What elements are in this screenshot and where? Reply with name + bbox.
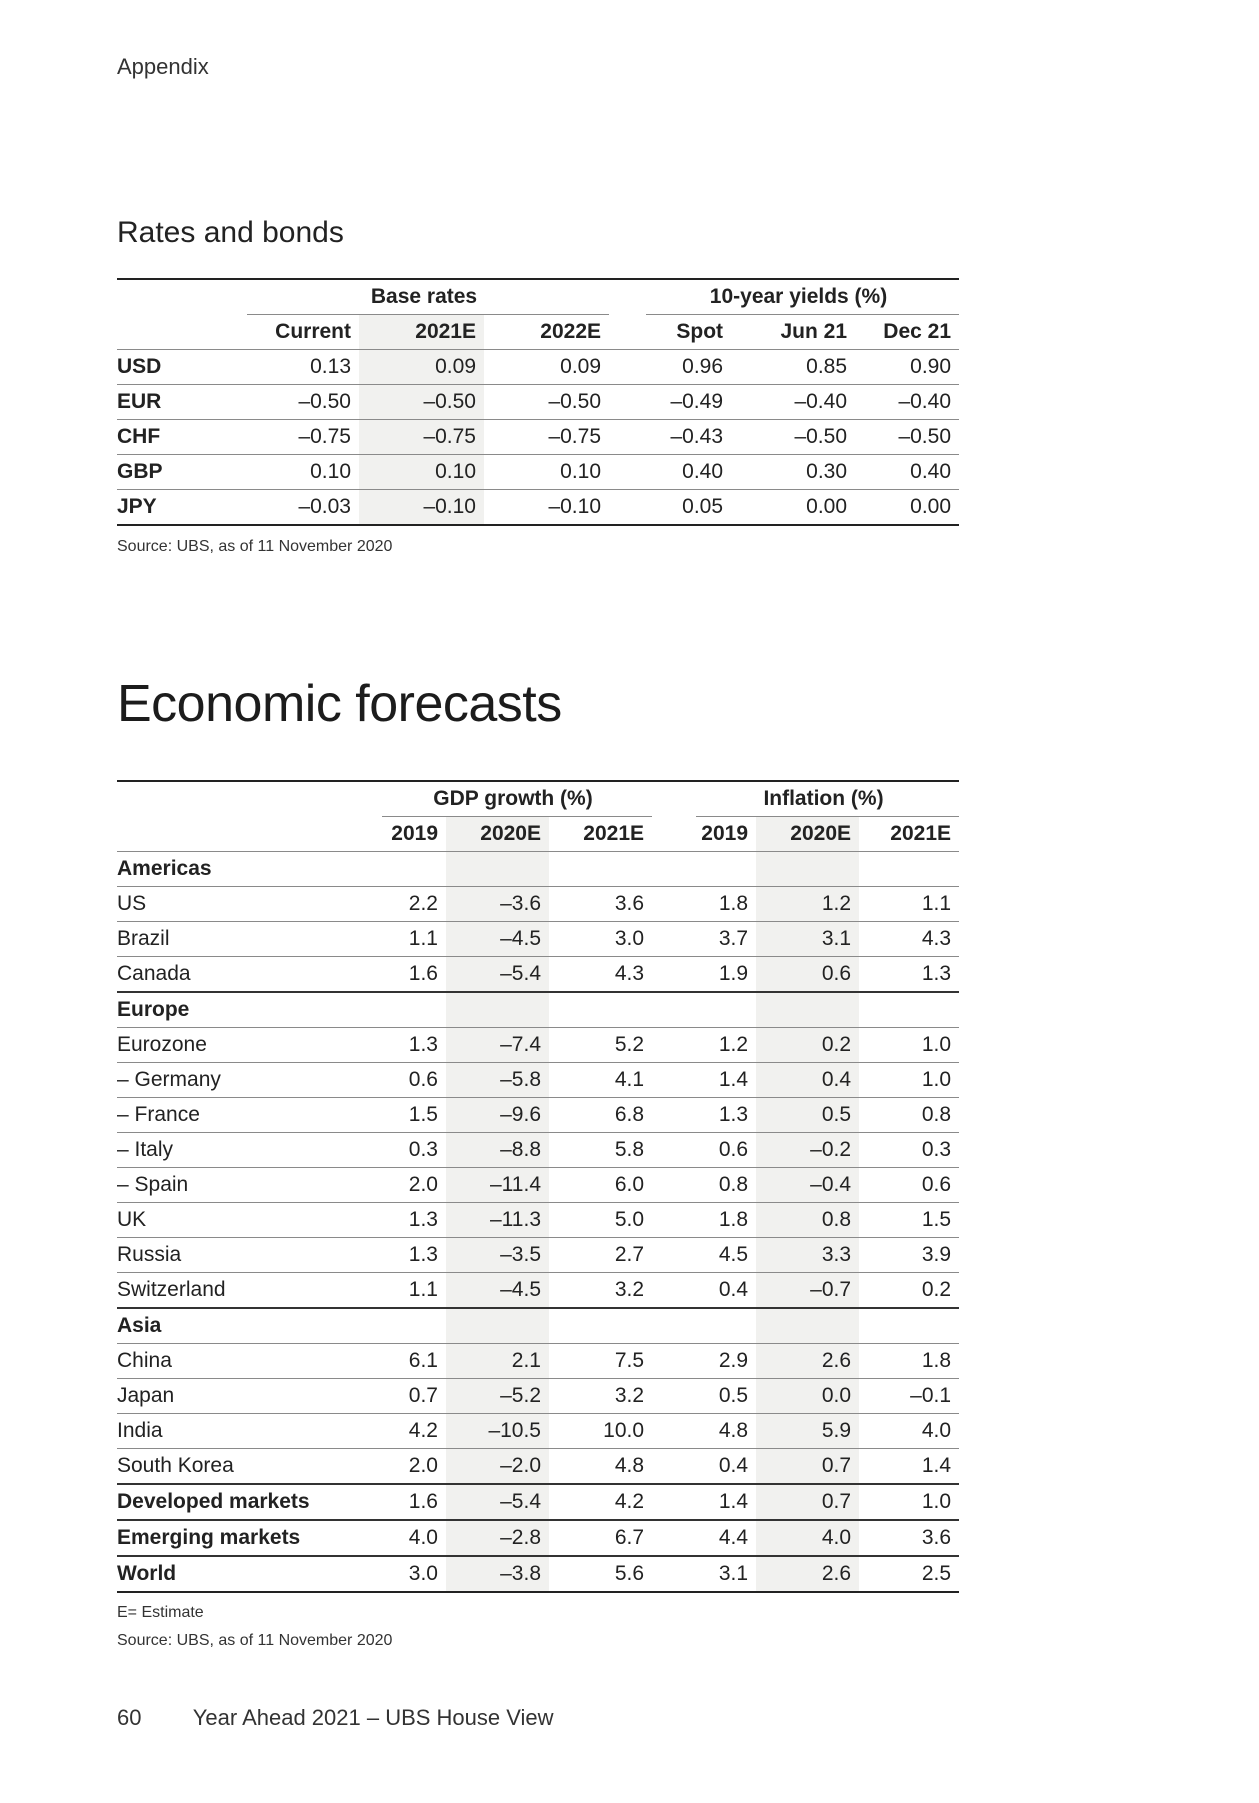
row-label: Switzerland [117, 1273, 382, 1309]
table-cell: 0.00 [855, 490, 959, 526]
table-cell: 4.8 [696, 1414, 756, 1449]
table-cell: 1.2 [696, 1028, 756, 1063]
table-cell: –2.8 [446, 1520, 549, 1556]
column-gap [652, 887, 696, 922]
table-cell: 2.2 [382, 887, 446, 922]
table-cell [446, 992, 549, 1028]
table-cell: 2.0 [382, 1449, 446, 1485]
table-cell: 2.1 [446, 1344, 549, 1379]
column-gap [652, 1028, 696, 1063]
table-cell [549, 852, 652, 887]
table-cell: –3.5 [446, 1238, 549, 1273]
table-row [117, 887, 959, 922]
economic-source: Source: UBS, as of 11 November 2020 [117, 1632, 393, 1649]
row-label: – Germany [117, 1063, 382, 1098]
table-cell: 0.3 [382, 1133, 446, 1168]
table-cell: 0.09 [359, 350, 484, 385]
table-cell: 0.8 [859, 1098, 959, 1133]
table-cell [756, 852, 859, 887]
table-cell [859, 852, 959, 887]
row-label: Canada [117, 957, 382, 993]
table-cell: 4.0 [756, 1520, 859, 1556]
table-cell [549, 1308, 652, 1344]
table-cell: 0.7 [756, 1484, 859, 1520]
table-cell: 0.40 [646, 455, 731, 490]
table-cell: 3.0 [549, 922, 652, 957]
table-cell: 1.6 [382, 957, 446, 993]
table-cell: 1.5 [859, 1203, 959, 1238]
table-cell: –0.49 [646, 385, 731, 420]
row-label: US [117, 887, 382, 922]
table-cell [696, 852, 756, 887]
table-cell: 1.8 [696, 1203, 756, 1238]
table-cell: 0.8 [696, 1168, 756, 1203]
column-gap [652, 852, 696, 887]
table-cell: –0.50 [247, 385, 359, 420]
table-cell: 1.0 [859, 1063, 959, 1098]
table-cell: 1.9 [696, 957, 756, 993]
table-cell: 0.85 [731, 350, 855, 385]
table-cell [446, 1308, 549, 1344]
row-label: South Korea [117, 1449, 382, 1485]
table-cell: –10.5 [446, 1414, 549, 1449]
table-cell: –0.03 [247, 490, 359, 526]
column-header: 2022E [484, 315, 609, 350]
table-cell: 5.9 [756, 1414, 859, 1449]
table-cell [549, 992, 652, 1028]
table-cell: 5.8 [549, 1133, 652, 1168]
column-header: 2021E [549, 817, 652, 852]
column-gap [652, 1484, 696, 1520]
table-cell: 0.30 [731, 455, 855, 490]
table-cell: 2.7 [549, 1238, 652, 1273]
table-row [117, 957, 959, 993]
table-cell: –5.4 [446, 1484, 549, 1520]
table-cell: 0.8 [756, 1203, 859, 1238]
table-cell: –0.10 [359, 490, 484, 526]
table-cell [696, 1308, 756, 1344]
row-label: Developed markets [117, 1484, 382, 1520]
table-cell: 1.1 [859, 887, 959, 922]
table-cell: 7.5 [549, 1344, 652, 1379]
table-cell: 0.4 [696, 1273, 756, 1309]
column-header: Dec 21 [855, 315, 959, 350]
page-footer [117, 1705, 554, 1731]
table-cell: 4.2 [549, 1484, 652, 1520]
table-cell: 0.5 [756, 1098, 859, 1133]
table-cell [756, 1308, 859, 1344]
table-cell: –0.2 [756, 1133, 859, 1168]
table-cell: 1.0 [859, 1028, 959, 1063]
rates-title: Rates and bonds [117, 216, 344, 249]
table-cell: 5.6 [549, 1556, 652, 1592]
table-cell: 0.09 [484, 350, 609, 385]
table-cell: 4.3 [549, 957, 652, 993]
table-cell: 1.8 [859, 1344, 959, 1379]
table-cell: –0.75 [359, 420, 484, 455]
column-gap [652, 1414, 696, 1449]
row-label: JPY [117, 490, 247, 526]
column-header: Spot [646, 315, 731, 350]
table-row [117, 1556, 959, 1592]
table-cell: 1.2 [756, 887, 859, 922]
table-cell: 1.1 [382, 922, 446, 957]
table-cell: 3.6 [549, 887, 652, 922]
economic-group-gdp: GDP growth (%) [382, 781, 652, 817]
table-cell: 1.4 [696, 1063, 756, 1098]
table-cell: 2.9 [696, 1344, 756, 1379]
column-gap [609, 350, 646, 385]
table-row [117, 1344, 959, 1379]
table-cell: 5.2 [549, 1028, 652, 1063]
table-cell: 1.3 [859, 957, 959, 993]
table-cell: –4.5 [446, 1273, 549, 1309]
column-gap [652, 1098, 696, 1133]
page-number: 60 [117, 1705, 142, 1730]
region-label: Europe [117, 992, 382, 1028]
table-cell: –0.75 [247, 420, 359, 455]
table-row [117, 1414, 959, 1449]
table-cell: 1.0 [859, 1484, 959, 1520]
row-label: Japan [117, 1379, 382, 1414]
table-cell: 0.6 [696, 1133, 756, 1168]
column-header: 2021E [359, 315, 484, 350]
table-cell [382, 992, 446, 1028]
table-cell: 6.7 [549, 1520, 652, 1556]
table-cell: 0.10 [484, 455, 609, 490]
table-cell: 0.10 [247, 455, 359, 490]
column-gap [652, 1520, 696, 1556]
table-cell: 4.3 [859, 922, 959, 957]
table-cell: 4.0 [859, 1414, 959, 1449]
column-gap [652, 1238, 696, 1273]
row-label: – Italy [117, 1133, 382, 1168]
table-cell: –0.7 [756, 1273, 859, 1309]
table-cell: 3.3 [756, 1238, 859, 1273]
table-cell: –5.8 [446, 1063, 549, 1098]
rates-group-yields: 10-year yields (%) [646, 279, 959, 315]
column-gap [652, 1203, 696, 1238]
table-cell: 0.00 [731, 490, 855, 526]
row-label: UK [117, 1203, 382, 1238]
table-cell: 1.4 [859, 1449, 959, 1485]
table-cell: 1.8 [696, 887, 756, 922]
table-row [117, 922, 959, 957]
table-cell: 1.1 [382, 1273, 446, 1309]
table-cell: 3.1 [696, 1556, 756, 1592]
table-cell [382, 852, 446, 887]
row-label: – Spain [117, 1168, 382, 1203]
table-cell: 3.1 [756, 922, 859, 957]
column-header: 2020E [446, 817, 549, 852]
table-cell: 0.6 [756, 957, 859, 993]
table-cell: 4.1 [549, 1063, 652, 1098]
table-cell: 2.0 [382, 1168, 446, 1203]
table-cell: 0.2 [859, 1273, 959, 1309]
table-cell: –0.40 [855, 385, 959, 420]
column-gap [652, 1168, 696, 1203]
column-header: 2020E [756, 817, 859, 852]
column-gap [652, 1063, 696, 1098]
row-label: EUR [117, 385, 247, 420]
row-label: World [117, 1556, 382, 1592]
table-cell: –0.50 [359, 385, 484, 420]
rates-table [117, 278, 959, 526]
table-cell: 6.0 [549, 1168, 652, 1203]
table-row [117, 1238, 959, 1273]
column-header: 2021E [859, 817, 959, 852]
table-cell: –0.75 [484, 420, 609, 455]
table-cell: 4.4 [696, 1520, 756, 1556]
column-gap [652, 1449, 696, 1485]
table-cell: 3.0 [382, 1556, 446, 1592]
table-cell: 0.6 [382, 1063, 446, 1098]
economic-group-inflation: Inflation (%) [696, 781, 959, 817]
table-cell: –7.4 [446, 1028, 549, 1063]
column-gap [652, 1344, 696, 1379]
table-row [117, 490, 959, 526]
row-label: – France [117, 1098, 382, 1133]
table-cell: –3.8 [446, 1556, 549, 1592]
table-cell: –0.40 [731, 385, 855, 420]
table-cell: 4.0 [382, 1520, 446, 1556]
table-row [117, 455, 959, 490]
table-cell: 3.6 [859, 1520, 959, 1556]
table-row [117, 1133, 959, 1168]
rates-group-base: Base rates [247, 279, 609, 315]
table-cell: 0.7 [756, 1449, 859, 1485]
region-label: Americas [117, 852, 382, 887]
column-gap [609, 420, 646, 455]
table-cell [446, 852, 549, 887]
table-cell: 0.6 [859, 1168, 959, 1203]
column-gap [652, 922, 696, 957]
table-row [117, 1484, 959, 1520]
table-cell: 1.3 [382, 1238, 446, 1273]
row-label: USD [117, 350, 247, 385]
column-header: Current [247, 315, 359, 350]
column-gap [652, 957, 696, 993]
table-cell: 4.8 [549, 1449, 652, 1485]
table-cell: 0.05 [646, 490, 731, 526]
economic-table [117, 780, 959, 1593]
group-row [117, 852, 959, 887]
table-cell: 2.5 [859, 1556, 959, 1592]
group-row [117, 992, 959, 1028]
table-cell: –5.2 [446, 1379, 549, 1414]
table-row [117, 385, 959, 420]
column-header: Jun 21 [731, 315, 855, 350]
rates-source: Source: UBS, as of 11 November 2020 [117, 538, 393, 555]
table-row [117, 1273, 959, 1309]
table-cell: 6.8 [549, 1098, 652, 1133]
column-header: 2019 [382, 817, 446, 852]
row-label: Russia [117, 1238, 382, 1273]
table-cell: 5.0 [549, 1203, 652, 1238]
table-cell [756, 992, 859, 1028]
table-cell: 0.10 [359, 455, 484, 490]
row-label: Brazil [117, 922, 382, 957]
row-label: China [117, 1344, 382, 1379]
column-gap [609, 455, 646, 490]
table-cell: 3.7 [696, 922, 756, 957]
table-cell: –8.8 [446, 1133, 549, 1168]
table-cell: –11.3 [446, 1203, 549, 1238]
table-cell: –4.5 [446, 922, 549, 957]
row-label: Emerging markets [117, 1520, 382, 1556]
table-cell: 0.0 [756, 1379, 859, 1414]
table-cell: –0.50 [855, 420, 959, 455]
table-cell [859, 992, 959, 1028]
estimate-note: E= Estimate [117, 1604, 204, 1621]
table-cell: 0.3 [859, 1133, 959, 1168]
table-row [117, 420, 959, 455]
table-cell [382, 1308, 446, 1344]
table-row [117, 1520, 959, 1556]
table-cell: 0.4 [756, 1063, 859, 1098]
table-cell: –5.4 [446, 957, 549, 993]
table-cell: 1.3 [382, 1203, 446, 1238]
column-gap [609, 490, 646, 526]
table-cell: 0.7 [382, 1379, 446, 1414]
table-cell: –0.50 [484, 385, 609, 420]
table-cell: –0.43 [646, 420, 731, 455]
table-cell: 1.6 [382, 1484, 446, 1520]
table-row [117, 350, 959, 385]
table-row [117, 1098, 959, 1133]
table-cell: 4.2 [382, 1414, 446, 1449]
row-label: Eurozone [117, 1028, 382, 1063]
table-cell: 4.5 [696, 1238, 756, 1273]
table-cell: 6.1 [382, 1344, 446, 1379]
table-row [117, 1449, 959, 1485]
table-cell: –0.1 [859, 1379, 959, 1414]
table-cell: 0.2 [756, 1028, 859, 1063]
table-cell: 10.0 [549, 1414, 652, 1449]
table-cell: –3.6 [446, 887, 549, 922]
table-cell: 1.4 [696, 1484, 756, 1520]
table-row [117, 1379, 959, 1414]
table-cell: –0.50 [731, 420, 855, 455]
table-cell: –0.10 [484, 490, 609, 526]
table-row [117, 1203, 959, 1238]
table-cell: 1.5 [382, 1098, 446, 1133]
region-label: Asia [117, 1308, 382, 1344]
table-cell: 0.90 [855, 350, 959, 385]
column-gap [652, 1308, 696, 1344]
column-gap [652, 992, 696, 1028]
row-label: India [117, 1414, 382, 1449]
table-cell: 0.13 [247, 350, 359, 385]
table-cell: –11.4 [446, 1168, 549, 1203]
column-gap [652, 1379, 696, 1414]
column-header: 2019 [696, 817, 756, 852]
column-gap [652, 1133, 696, 1168]
column-gap [652, 1556, 696, 1592]
table-cell: 3.2 [549, 1379, 652, 1414]
table-cell: 3.2 [549, 1273, 652, 1309]
table-cell: 1.3 [696, 1098, 756, 1133]
group-row [117, 1308, 959, 1344]
section-header: Appendix [117, 54, 209, 79]
table-row [117, 1063, 959, 1098]
table-cell: 0.96 [646, 350, 731, 385]
table-cell: 1.3 [382, 1028, 446, 1063]
table-cell: 0.4 [696, 1449, 756, 1485]
publication-title: Year Ahead 2021 – UBS House View [192, 1705, 554, 1730]
row-label: GBP [117, 455, 247, 490]
table-cell: 2.6 [756, 1556, 859, 1592]
table-cell: 0.40 [855, 455, 959, 490]
table-cell [859, 1308, 959, 1344]
row-label: CHF [117, 420, 247, 455]
table-cell: 3.9 [859, 1238, 959, 1273]
table-cell: –0.4 [756, 1168, 859, 1203]
table-cell: 2.6 [756, 1344, 859, 1379]
table-row [117, 1028, 959, 1063]
table-cell: 0.5 [696, 1379, 756, 1414]
table-cell: –2.0 [446, 1449, 549, 1485]
column-gap [609, 385, 646, 420]
table-cell [696, 992, 756, 1028]
table-row [117, 1168, 959, 1203]
table-cell: –9.6 [446, 1098, 549, 1133]
column-gap [652, 1273, 696, 1309]
economic-title: Economic forecasts [117, 675, 562, 733]
